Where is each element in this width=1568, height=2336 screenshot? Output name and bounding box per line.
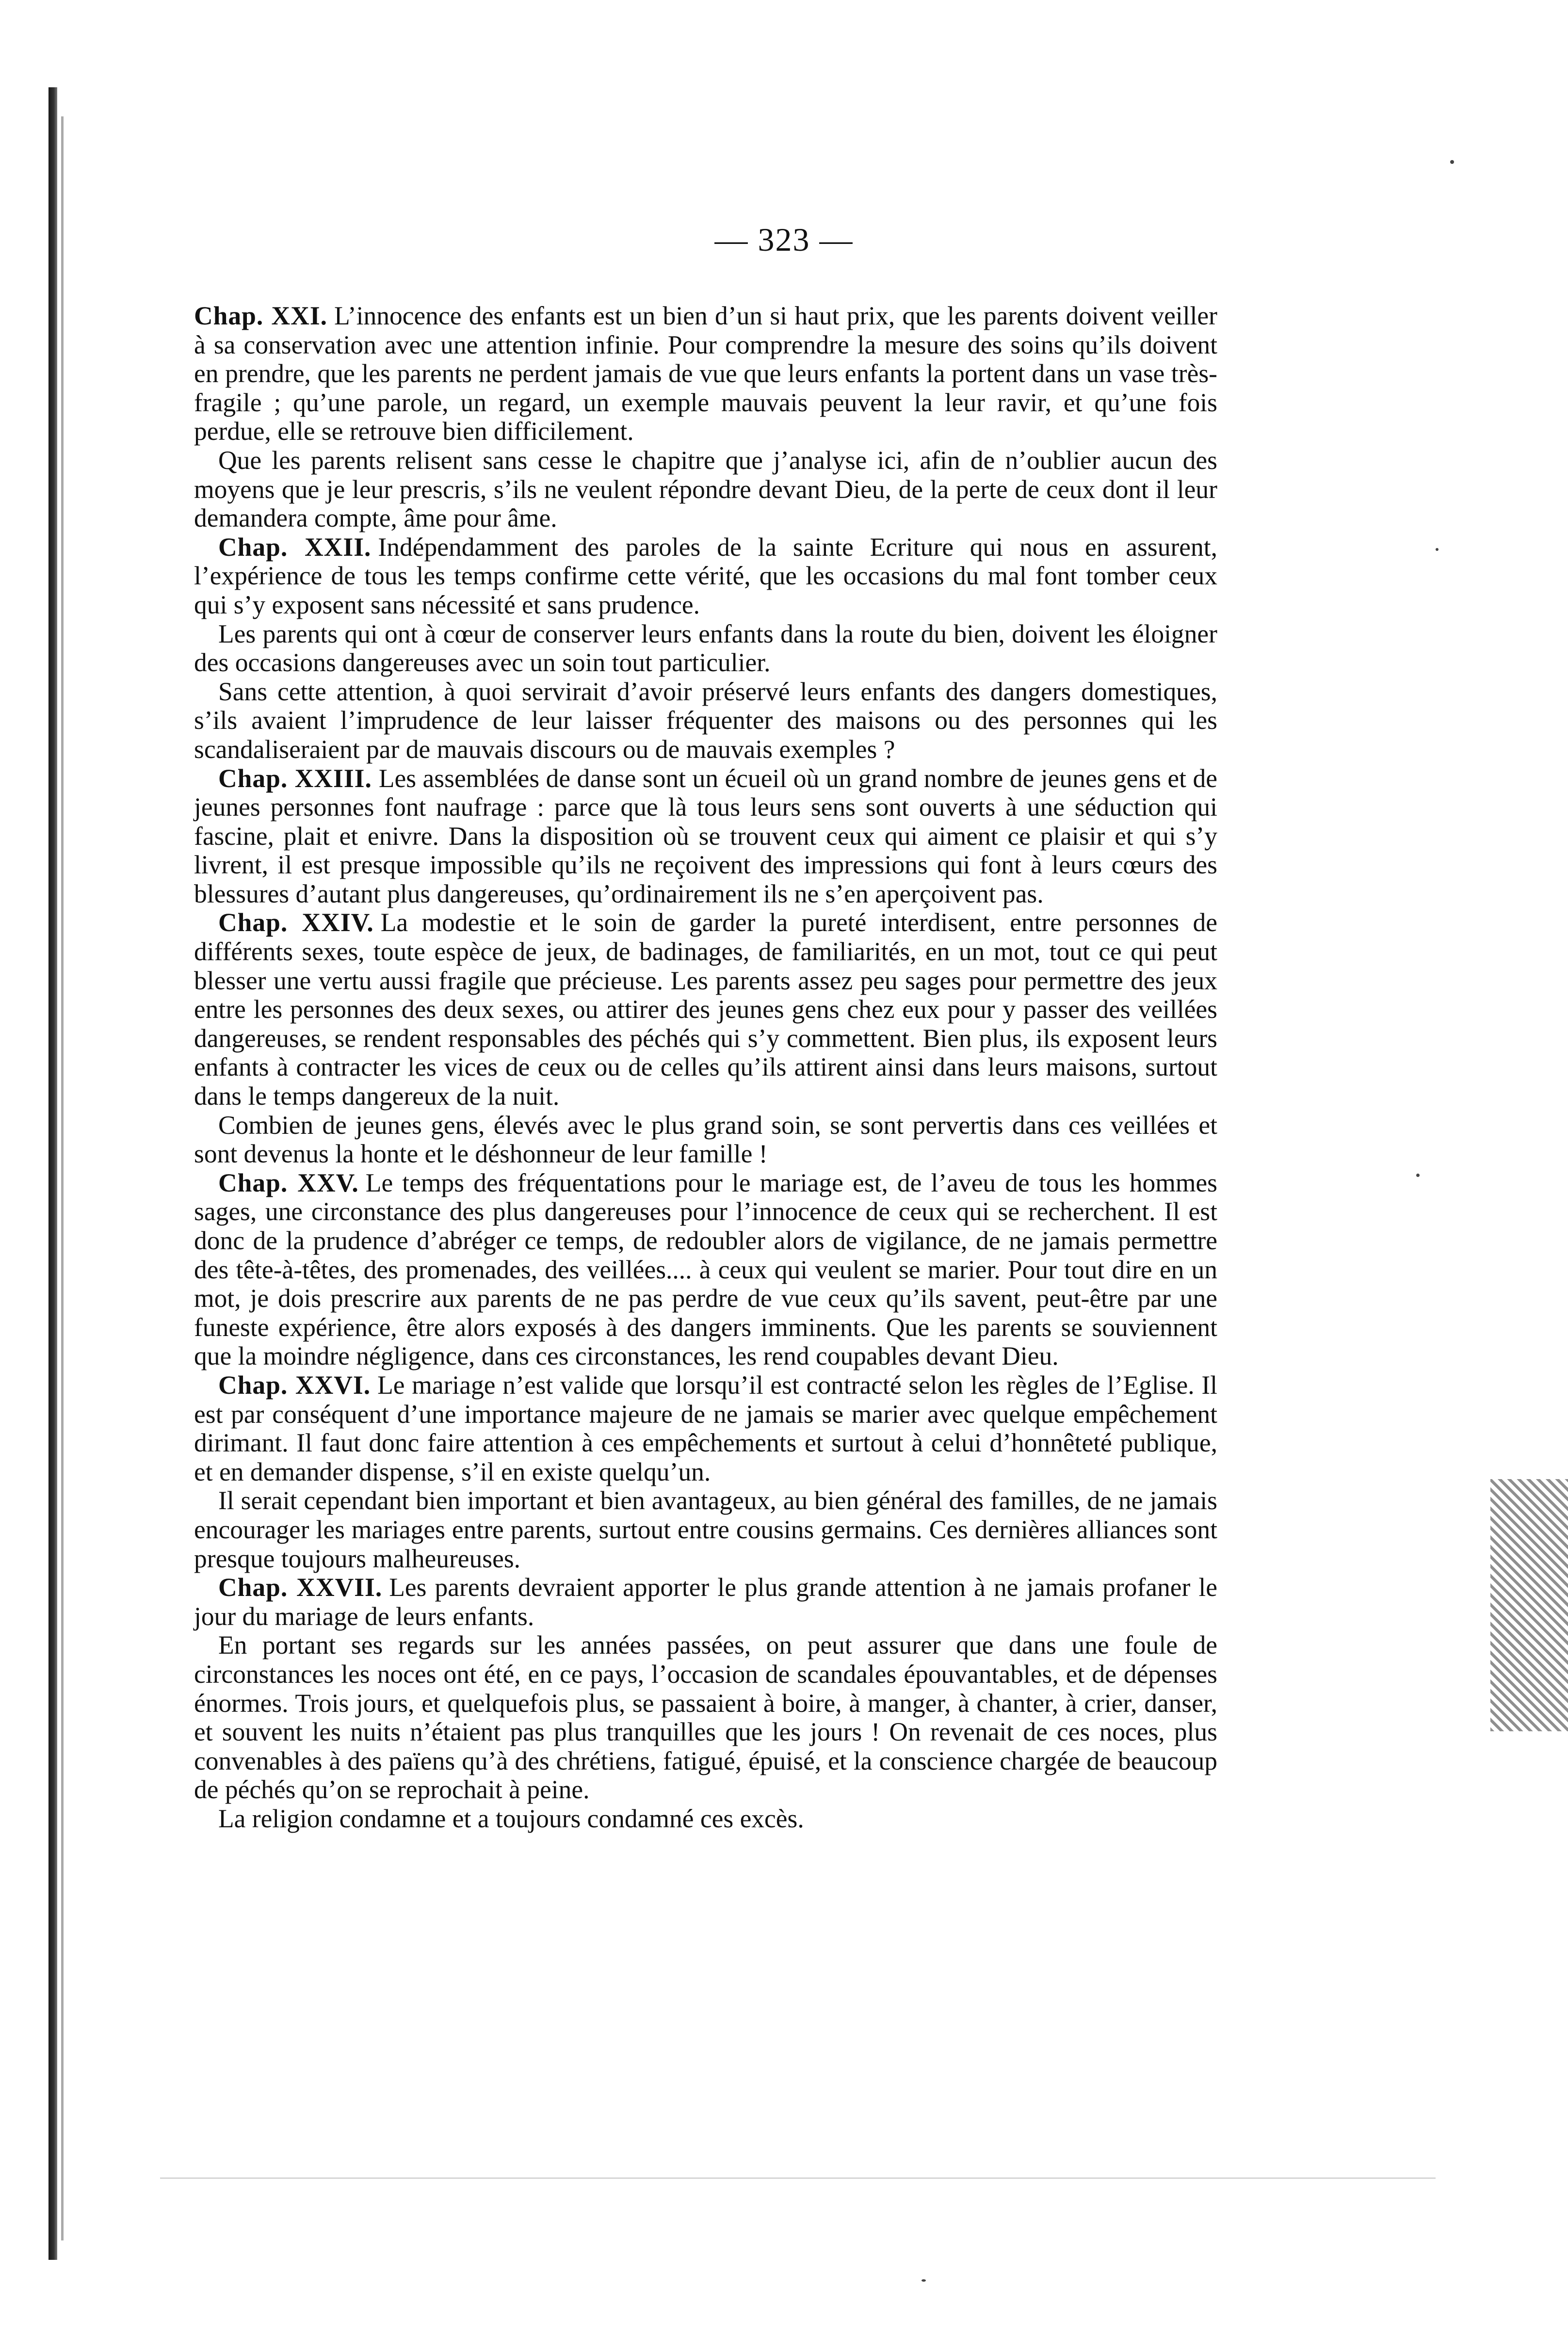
paragraph bbox=[194, 677, 1217, 764]
paragraph-text: Combien de jeunes gens, élevés avec le plus grand soin, se sont pervertis dans ces veillées et sont devenus la honte et le déshonneur de leur famille ! bbox=[194, 1110, 1217, 1169]
paragraph-text: Que les parents relisent sans cesse le chapitre que j’analyse ici, afin de n’oublier aucun des moyens que je leur prescris, s’ils ne veulent répondre devant Dieu, de la perte de ceux dont il leur demandera compte, âme pour âme. bbox=[194, 445, 1217, 533]
paragraph-text: En portant ses regards sur les années passées, on peut assurer que dans une foule de circonstances les noces ont été, en ce pays, l’occasion de scandales épouvantables, et de dépenses énormes. Trois jours, et quelquefois plus, se passaient à boire, à manger, à chanter, à crier, danser, et souvent les nuits n’étaient pas plus tranquilles que les jours ! On revenait de ces noces, plus convenables à des païens qu’à des chrétiens, fatigué, épuisé, et la conscience chargée de beaucoup de péchés qu’on se reprochait à peine. bbox=[194, 1630, 1217, 1804]
chapter-heading: Chap. XXV. bbox=[218, 1168, 359, 1197]
page-number: — 323 — bbox=[714, 221, 854, 258]
chapter-heading: Chap. XXVII. bbox=[218, 1573, 383, 1602]
paragraph-text: Le temps des fréquentations pour le mariage est, de l’aveu de tous les hommes sages, une circonstance des plus dangereuses pour l’innocence de ceux qui se recherchent. Il est donc de la prudence d’abréger ce temps, de redoubler alors de vigilance, de ne jamais permettre des tête-à-têtes, des promenades, des veillées.... à ceux qui veulent se marier. Pour tout dire en un mot, je dois prescrire aux parents de ne pas perdre de vue ceux qu’ils savent, peut-être par une funeste expérience, être alors exposés à des dangers imminents. Que les parents se souviennent que la moindre négligence, dans ces circonstances, les rend coupables devant Dieu. bbox=[194, 1168, 1218, 1371]
paragraph bbox=[194, 1486, 1217, 1573]
paragraph bbox=[194, 1804, 1217, 1834]
chapter-heading: Chap. XXII. bbox=[218, 532, 372, 562]
chapter-heading: Chap. XXI. bbox=[194, 301, 328, 330]
paragraph bbox=[194, 1111, 1217, 1169]
paragraph bbox=[194, 302, 1217, 446]
paragraph-text: Les assemblées de danse sont un écueil où un grand nombre de jeunes gens et de jeunes personnes font naufrage : parce que là tous leurs sens sont ouverts à une séduction qui fascine, plait et enivre. Dans la disposition où se trouvent ceux qui aiment ce plaisir et qui s’y livrent, il est presque impossible qu’ils ne reçoivent des impressions qui font à leurs cœurs des blessures d’autant plus dangereuses, qu’ordinairement ils ne s’en aperçoivent pas. bbox=[194, 763, 1217, 908]
paragraph-text: L’innocence des enfants est un bien d’un si haut prix, que les parents doivent veiller à sa conservation avec une attention infinie. Pour comprendre la mesure des soins qu’ils doivent en prendre, que les parents ne perdent jamais de vue que leurs enfants la portent dans un vase très-fragile ; qu’une parole, un regard, un exemple mauvais peuvent la leur ravir, et qu’une fois perdue, elle se retrouve bien difficilement. bbox=[194, 301, 1217, 446]
chapter-heading: Chap. XXIV. bbox=[218, 908, 374, 937]
book-gutter-edge bbox=[61, 116, 64, 2240]
ink-speck bbox=[1436, 548, 1439, 551]
paragraph-text: Les parents qui ont à cœur de conserver leurs enfants dans la route du bien, doivent les éloigner des occasions dangereuses avec un soin tout particulier. bbox=[194, 619, 1217, 677]
chapter-heading: Chap. XXVI. bbox=[218, 1370, 371, 1400]
paragraph-text: La religion condamne et a toujours condamné ces excès. bbox=[218, 1804, 804, 1833]
paragraph bbox=[194, 1631, 1217, 1804]
paragraph-text: Indépendamment des paroles de la sainte Ecriture qui nous en assurent, l’expérience de tous les temps confirme cette vérité, que les occasions du mal font tomber ceux qui s’y exposent sans nécessité et sans prudence. bbox=[194, 532, 1217, 619]
ink-speck bbox=[1416, 1174, 1420, 1177]
paragraph bbox=[194, 908, 1217, 1111]
paragraph-text: Le mariage n’est valide que lorsqu’il est contracté selon les règles de l’Eglise. Il est par conséquent d’une importance majeure de ne jamais se marier avec quelque empêchement dirimant. Il faut donc faire attention à ces empêchements et surtout à celui d’honnêteté publique, et en demander dispense, s’il en existe quelqu’un. bbox=[194, 1370, 1218, 1486]
paragraph bbox=[194, 1573, 1217, 1631]
paragraph bbox=[194, 620, 1217, 677]
ink-speck bbox=[921, 2279, 926, 2282]
paragraph-text: Les parents devraient apporter le plus grande attention à ne jamais profaner le jour du mariage de leurs enfants. bbox=[194, 1573, 1217, 1631]
paragraph bbox=[194, 446, 1217, 533]
paragraph bbox=[194, 1169, 1217, 1371]
paragraph-text: La modestie et le soin de garder la pureté interdisent, entre personnes de différents sexes, toute espèce de jeux, de badinages, de familiarités, en un mot, tout ce qui peut blesser une vertu aussi fragile que précieuse. Les parents assez peu sages pour permettre des jeux entre les personnes des deux sexes, ou attirer des jeunes gens chez eux pour y passer des veillées dangereuses, se rendent responsables des péchés qui s’y commettent. Bien plus, ils exposent leurs enfants à contracter les vices de ceux ou de celles qu’ils attirent ainsi dans leurs maisons, surtout dans le temps dangereux de la nuit. bbox=[194, 908, 1217, 1111]
paragraph-text: Sans cette attention, à quoi servirait d’avoir préservé leurs enfants des dangers domestiques, s’ils avaient l’imprudence de leur laisser fréquenter des maisons ou des personnes qui les scandaliseraient par de mauvais discours ou de mauvais exemples ? bbox=[194, 677, 1217, 764]
paragraph-text: Il serait cependant bien important et bien avantageux, au bien général des familles, de ne jamais encourager les mariages entre parents, surtout entre cousins germains. Ces dernières alliances sont presque toujours malheureuses. bbox=[194, 1486, 1217, 1573]
page-bottom-line bbox=[160, 2177, 1436, 2179]
body-text bbox=[194, 302, 1217, 1833]
paragraph bbox=[194, 1371, 1217, 1486]
chapter-heading: Chap. XXIII. bbox=[218, 763, 372, 793]
ink-speck bbox=[1450, 160, 1454, 164]
paragraph bbox=[194, 533, 1217, 620]
paragraph bbox=[194, 764, 1217, 909]
book-spine-shadow bbox=[48, 87, 57, 2260]
show-through-smudge bbox=[1490, 1479, 1568, 1731]
